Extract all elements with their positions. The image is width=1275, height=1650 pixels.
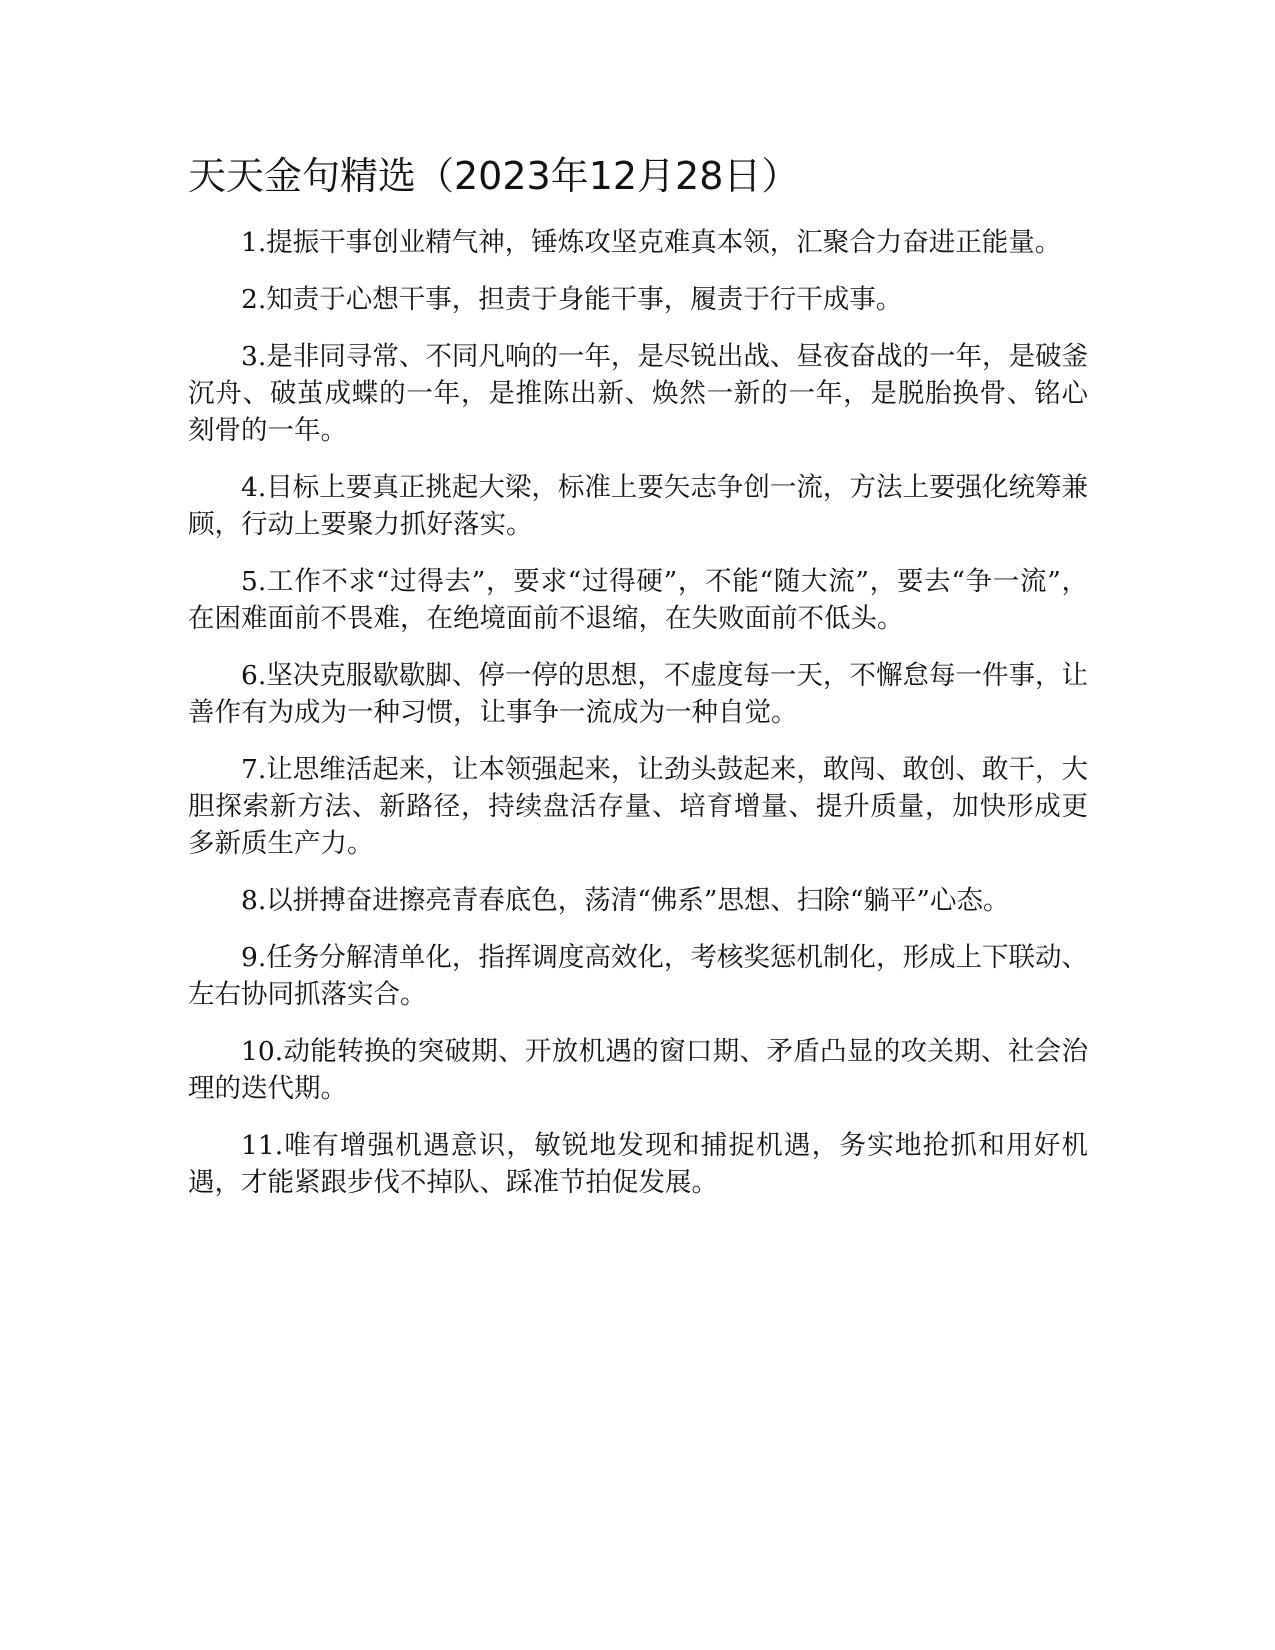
quote-item: 6.坚决克服歇歇脚、停一停的思想，不虚度每一天，不懈怠每一件事，让善作有为成为一种习惯，让事争一流成为一种自觉。 [188, 660, 1088, 728]
quote-item: 8.以拼搏奋进擦亮青春底色，荡清“佛系”思想、扫除“躺平”心态。 [241, 885, 1010, 916]
quote-item: 9.任务分解清单化，指挥调度高效化，考核奖惩机制化，形成上下联动、左右协同抓落实合。 [188, 942, 1088, 1010]
quote-item: 10.动能转换的突破期、开放机遇的窗口期、矛盾凸显的攻关期、社会治理的迭代期。 [188, 1036, 1088, 1104]
quote-item: 11.唯有增强机遇意识，敏锐地发现和捕捉机遇，务实地抢抓和用好机遇，才能紧跟步伐不掉队、踩准节拍促发展。 [188, 1130, 1088, 1198]
page-title: 天天金句精选（2023年12月28日） [188, 154, 800, 198]
quote-item: 7.让思维活起来，让本领强起来，让劲头鼓起来，敢闯、敢创、敢干，大胆探索新方法、新路径，持续盘活存量、培育增量、提升质量，加快形成更多新质生产力。 [188, 754, 1088, 859]
quote-item: 5.工作不求“过得去”，要求“过得硬”，不能“随大流”，要去“争一流”，在困难面前不畏难，在绝境面前不退缩，在失败面前不低头。 [188, 566, 1088, 634]
quote-item: 3.是非同寻常、不同凡响的一年，是尽锐出战、昼夜奋战的一年，是破釜沉舟、破茧成蝶的一年，是推陈出新、焕然一新的一年，是脱胎换骨、铭心刻骨的一年。 [188, 341, 1088, 446]
document-page [188, 150, 1088, 1221]
quote-item: 4.目标上要真正挑起大梁，标准上要矢志争创一流，方法上要强化统筹兼顾，行动上要聚力抓好落实。 [188, 472, 1088, 540]
quote-item: 2.知责于心想干事，担责于身能干事，履责于行干成事。 [241, 284, 903, 315]
quote-item: 1.提振干事创业精气神，锤炼攻坚克难真本领，汇聚合力奋进正能量。 [241, 227, 1062, 258]
